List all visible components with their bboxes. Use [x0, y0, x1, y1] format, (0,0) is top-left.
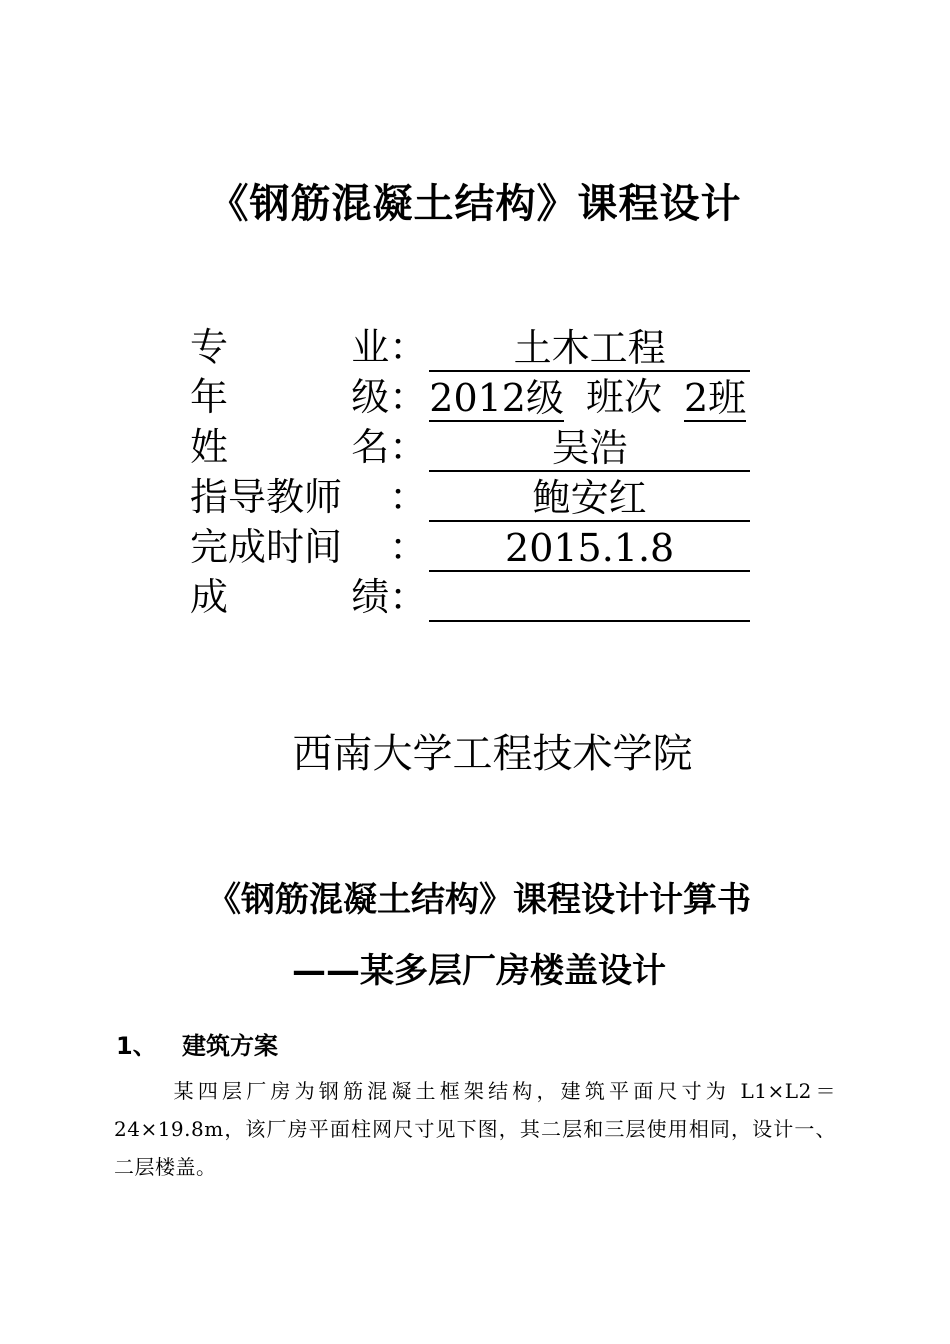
- field-date: [190, 522, 750, 572]
- field-grade-label-b: 级: [351, 375, 390, 419]
- field-class-value: 2班: [684, 376, 747, 420]
- field-major-label-b: 业: [351, 325, 390, 369]
- field-name-label-b: 名: [351, 425, 390, 469]
- field-name-label-a: 姓: [190, 425, 229, 469]
- field-name-colon: ：: [389, 425, 428, 469]
- section-paragraph: [114, 1072, 836, 1186]
- field-advisor: [190, 472, 750, 522]
- field-grade-score: [190, 572, 750, 622]
- field-major-value: 土木工程: [429, 326, 750, 372]
- field-grade-value: 2012级: [429, 376, 564, 420]
- paragraph-text: 某四层厂房为钢筋混凝土框架结构，建筑平面尺寸为 L1×L2＝24×19.8m，该厂房平面柱网尺寸见下图，其二层和三层使用相同，设计一、二层楼盖。: [114, 1079, 836, 1179]
- field-score-value: [429, 576, 750, 622]
- field-date-label: 完成时间: [190, 525, 343, 569]
- field-score-label-b: 绩: [351, 575, 390, 619]
- field-major-label-a: 专: [190, 325, 229, 369]
- school-name: 西南大学工程技术学院: [292, 731, 693, 777]
- cover-title: 《钢筋混凝土结构》课程设计: [208, 181, 742, 227]
- field-score-label-a: 成: [190, 575, 229, 619]
- field-class-label: 班次: [585, 375, 662, 419]
- calc-book-subtitle: ——某多层厂房楼盖设计: [292, 951, 666, 991]
- field-grade: [190, 372, 750, 422]
- field-date-value: 2015.1.8: [429, 526, 750, 572]
- field-major-colon: ：: [389, 325, 428, 369]
- section-heading: [116, 1026, 278, 1061]
- cover-info-table: [190, 322, 750, 622]
- field-date-colon: ：: [389, 525, 428, 569]
- field-name: [190, 422, 750, 472]
- field-advisor-colon: ：: [389, 475, 428, 519]
- field-grade-colon: ：: [389, 375, 428, 419]
- calc-book-title: 《钢筋混凝土结构》课程设计计算书: [207, 880, 751, 920]
- section-title: 建筑方案: [182, 1032, 278, 1060]
- field-score-colon: ：: [389, 575, 428, 619]
- field-name-value: 吴浩: [429, 426, 750, 472]
- field-grade-label-a: 年: [190, 375, 229, 419]
- section-number: 1、: [116, 1032, 157, 1060]
- field-advisor-value: 鲍安红: [429, 476, 750, 522]
- field-advisor-label: 指导教师: [190, 475, 343, 519]
- field-major: [190, 322, 750, 372]
